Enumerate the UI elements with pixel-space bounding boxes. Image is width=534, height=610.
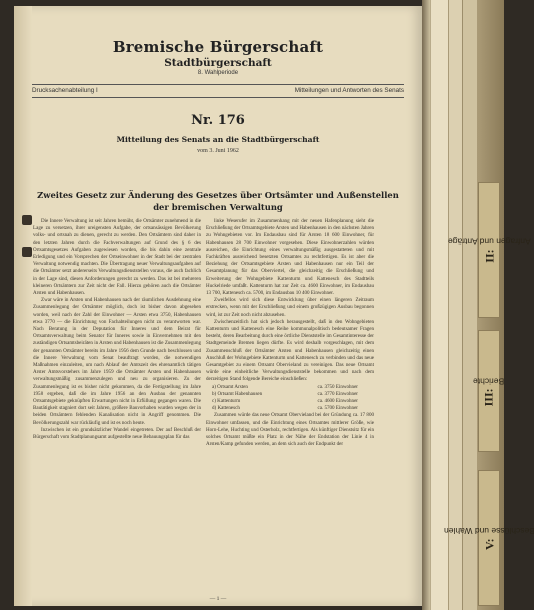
paragraph: Die Innere Verwaltung ist seit Jahren bemüht, die Ortsämter zunehmend in die Lage zu versetzen, ihrer ureigensten Aufgabe, der ortsansässigen Bevölkerung volks- und ortsnah zu dienen, gerecht zu werden. Den Ortsämtern sind daher in den letzten Jahren durch die Fachverwaltungen auf Grund des § 6 des Ortsamtsgesetzes Aufgaben zugewiesen worden, die bis dahin eine zentrale Erledigung und ein Vorsprechen der Ortseinwohner in der Stadt bei der zentralen Verwaltung notwendig machten. Die Übertragung neuer Verwaltungsaufgaben auf die Ortsämter setzt andererseits Verwaltungsdienststellen voraus, die auch fachlich in der Lage sind, diesen Anforderungen gerecht zu werden. Das ist bei mehreren kleineren Ortsämtern zur Zeit nicht der Fall. Hierzu gehören auch die Ortsämter Arsten und Habenhausen. [33, 218, 201, 297]
section-right-label: Mitteilungen und Antworten des Senats [294, 87, 404, 94]
district-name: a) Ortsamt Arsten [212, 383, 248, 390]
text-column-right [206, 218, 374, 449]
header-rule-top [32, 84, 404, 85]
page-number: — 1 — [209, 596, 227, 602]
binder-tab-anfragen[interactable] [447, 182, 531, 318]
list-item [206, 391, 374, 398]
tab-text: Beschlüsse und Wahlen [443, 526, 534, 537]
parliament-name: Bremische Bürgerschaft [112, 38, 324, 56]
text-column-left [33, 218, 201, 441]
masthead [14, 38, 422, 76]
tab-numeral: II: [482, 249, 496, 263]
section-left-label: Drucksachenabteilung I [32, 87, 98, 94]
paragraph: Zusammen würde das neue Ortsamt Obervieland bei der Gründung ca. 17 800 Einwohner umfassen, und die Einrichtung eines Ortsamtes mittlerer Größe, wie Horn-Lehe, Huchting und Osterholz, rechtfertigen. Als künftiger Dienstsitz für ein solches Ortsamt müßte ein Platz in der Nähe der Endstation der Linie 4 in Arsten/Kamp gefunden werden, an dem sich auch der Endpunkt der [206, 412, 374, 448]
page-stack-edge [448, 0, 463, 610]
district-population: ca. 5700 Einwohner [317, 405, 358, 412]
tab-numeral: V: [482, 538, 497, 550]
tab-numeral: III: [482, 388, 496, 407]
paragraph: Zwar wäre in Arsten und Habenhausen nach der räumlichen Ausdehnung eine Zusammenlegung der Ortsämter möglich, doch ist bisher davon abgesehen worden, weil nach der Zahl der Einwohner — Arsten etwa 3750, Habenhausen etwa 3770 — die Einrichtung von Fachabteilungen nicht zu verantworten war. Nach Beratung in der Deputation für Inneres und dem Beirat für Ortsamtsverwaltung beim Senator für Inneres sowie in Einvernehmen mit den zuständigen Ortsamtsbeiräten in Arsten und Habenhausen ist die Zusammenlegung der genannten Ortsämter bereits im Jahre 1956 dem Grunde nach beschlossen und die Innere Verwaltung vom Senat beauftragt worden, die notwendigen Maßnahmen einzuleiten, um nach Ablauf der Amtszeit des ehrenamtlich tätigen Arster Amtsvorstehers im Jahre 1959 die Ortsämter Arsten und Habenhausen verwaltungsmäßig zusammenzulegen und neu zu organisieren. Zu der Zusammenlegung ist es bisher nicht gekommen, da die Fertigstellung im Jahre 1958 ergeben, daß die im Jahre 1956 an den Ausbau der genannten Ortsamtsgebiete geknüpften Erwartungen nicht in Erfüllung gegangen waren. Die Bautätigkeit stagniert dort seit Jahren, größere Bauvorhaben wurden wegen der in beiden Ortsämtern fehlenden Kanalisation nicht in Angriff genommen. Die Bevölkerungszahl war rückläufig und ist es noch heute. [33, 297, 201, 426]
district-population: ca. 4600 Einwohner [317, 398, 358, 405]
document-date: vom 3. Juni 1962 [197, 148, 239, 154]
district-population: ca. 3750 Einwohner [317, 383, 358, 390]
binder-tab-beschluesse[interactable] [443, 470, 534, 606]
page-gutter-shadow [14, 6, 32, 606]
paragraph: Inzwischen ist ein grundsätzlicher Wandel eingetreten. Der auf Beschluß der Bürgerschaft vom Stadtplanungsamt aufgestellte neue Bebauungsplan für das [33, 426, 201, 441]
district-population: ca. 3770 Einwohner [317, 390, 358, 397]
paragraph: Zweifellos wird sich diese Entwicklung über einen längeren Zeitraum erstrecken, wenn mit der Erschließung und einem großzügigen Ausbau begonnen wird, ist zur Zeit noch nicht abzusehen. [206, 297, 374, 318]
page-stack-edge [462, 0, 477, 610]
section-line [32, 87, 404, 94]
tab-text: Berichte [473, 375, 505, 386]
binder-tab-berichte[interactable] [473, 330, 505, 452]
binder-hole [22, 247, 32, 257]
paragraph: linke Weserufer im Zusammenhang mit der neuen Hafenplanung sieht die Erschließung der Ortsamtsgebiete Arsten und Habenhausen in den nächsten Jahren zu Wohngebieten vor. Im Endausbau sind für Arsten 18 600 Einwohner, für Habenhausen 28 700 Einwohner vorgesehen. Diese Einwohnerzahlen würden ausreichen, die Einrichtung eines verwaltungsmäßig ausgestatteten und mit Fachkräften ausreichend besetzten Ortsamtes zu rechtfertigen. Es ist aber die Beziehung der Ortsamtsgebiete Arsten und Habenhausen nur ein Teil der Gesamtplanung für das Oberviertel, die gleichzeitig die Erschließung und Erweiterung der Wohngebiete Kattenturm und Kattenesch des Stadtteils Huckelriede umfaßt. Kattenturm hat zur Zeit ca. 4600 Einwohner, im Endausbau 13 700, Kattenesch ca. 5700, im Endausbau 10 400 Einwohner. [206, 218, 374, 297]
law-title-line: Zweites Gesetz zur Änderung des Gesetzes über Ortsämter und Außenstellen [37, 190, 399, 200]
document-heading: Mitteilung des Senats an die Stadtbürgerschaft [116, 135, 320, 144]
header-rule-bottom [32, 97, 404, 98]
district-list [206, 384, 374, 413]
parliament-subtitle: Stadtbürgerschaft [164, 57, 272, 69]
district-name: d) Kattenesch [212, 405, 240, 412]
binder-edge [422, 0, 430, 610]
binder-hole [22, 215, 32, 225]
paragraph: Zwischenzeitlich hat sich jedoch herausgestellt, daß in den Wohngebieten Kattenturm und Kattenesch eine Reihe kommunalpolitisch bedeutsamer Fragen besteht, deren Bearbeitung durch eine örtliche Dienststelle im Gesamtinteresse der Stadtgemeinde Bremen liegen dürfte. Es wird deshalb vorgeschlagen, mit dem Zusammenschluß der Ortsämter Arsten und Habenhausen gleichzeitig einen Anschluß der Wohngebiete Kattenturm und Kattenesch zu verbinden und das neue Gesamtgebiet zu einem Ortsamt Obervieland zu vereinigen. Das neue Ortsamt würde eine einheitliche Verwaltungsdienststelle bekommen und nach dem derzeitigen Stand folgende Bereiche einschließen: [206, 318, 374, 383]
district-name: b) Ortsamt Habenhausen [212, 390, 263, 397]
district-name: c) Kattenturm [212, 398, 241, 405]
list-item [206, 384, 374, 391]
document-number: Nr. 176 [191, 113, 245, 128]
law-title [30, 189, 406, 213]
page-stack-edge [430, 0, 449, 610]
list-item [206, 405, 374, 412]
legislative-period: 8. Wahlperiode [197, 70, 239, 76]
law-title-line: der bremischen Verwaltung [153, 202, 283, 212]
tab-text: Anfragen und Anträge [447, 237, 531, 248]
